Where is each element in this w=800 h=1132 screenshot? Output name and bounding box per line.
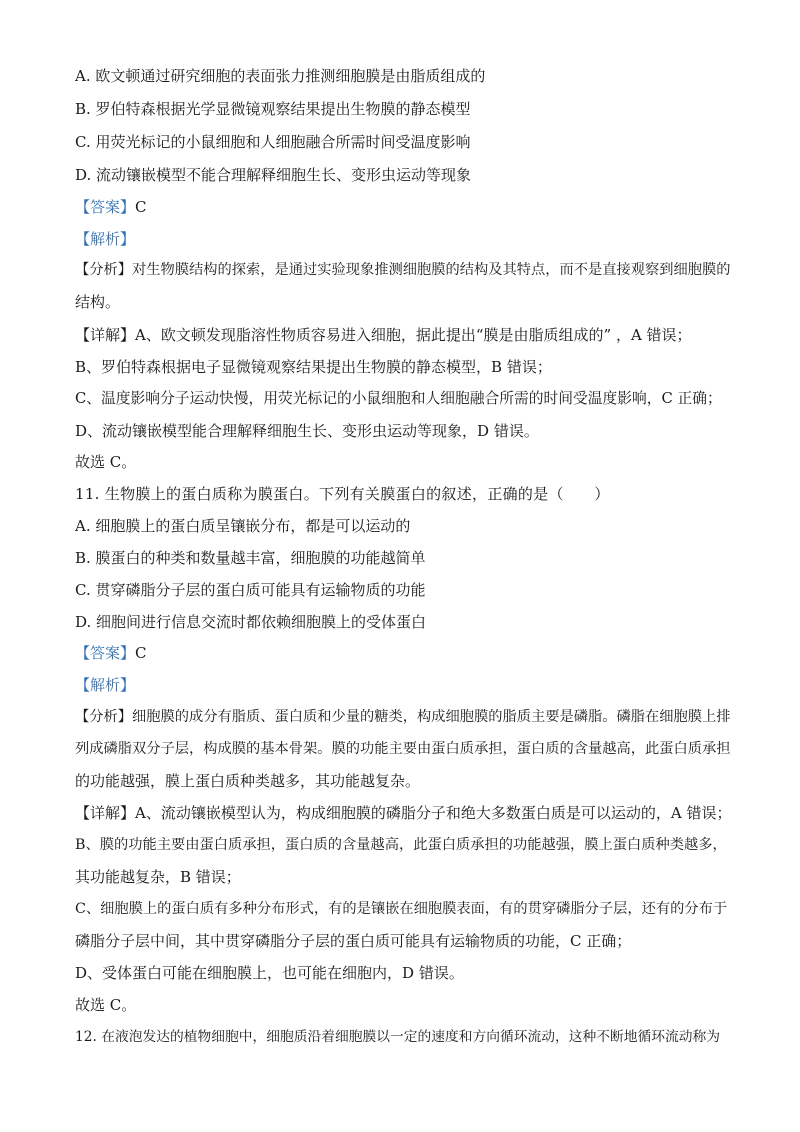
- q10-analysis-heading: [75, 229, 730, 249]
- answer-tag: 【答案】: [75, 644, 136, 662]
- q10-option-c: C. 用荧光标记的小鼠细胞和人细胞融合所需时间受温度影响: [75, 133, 471, 151]
- q11-option-d: D. 细胞间进行信息交流时都依赖细胞膜上的受体蛋白: [75, 613, 427, 631]
- q11-detail-c-line2: 磷脂分子层中间，其中贯穿磷脂分子层的蛋白质可能具有运输物质的功能，C 正确；: [75, 932, 632, 950]
- q12-stem: 12. 在液泡发达的植物细胞中，细胞质沿着细胞膜以一定的速度和方向循环流动，这种不断地循环流动称为: [75, 1029, 720, 1045]
- q11-detail-c-line1: C、细胞膜上的蛋白质有多种分布形式，有的是镶嵌在细胞膜表面，有的贯穿磷脂分子层，还有的分布于: [75, 901, 728, 917]
- analysis-tag: 【解析】: [75, 230, 136, 248]
- q10-option-b: B. 罗伯特森根据光学显微镜观察结果提出生物膜的静态模型: [75, 100, 471, 118]
- q11-detail-b-line2: 其功能越复杂，B 错误；: [75, 868, 241, 886]
- fenxi-text: 细胞膜的成分有脂质、蛋白质和少量的糖类，构成细胞膜的脂质主要是磷脂。磷脂在细胞膜上排: [132, 709, 731, 725]
- q10-option-d: D. 流动镶嵌模型不能合理解释细胞生长、变形虫运动等现象: [75, 166, 472, 184]
- fenxi-text: 对生物膜结构的探索，是通过实验现象推测细胞膜的结构及其特点，而不是直接观察到细胞膜的: [132, 262, 731, 278]
- q11-conclusion: 故选 C。: [75, 996, 137, 1014]
- answer-value: C: [135, 644, 147, 662]
- q10-fenxi-line1: [75, 260, 730, 280]
- answer-value: C: [135, 198, 147, 216]
- q10-conclusion: 故选 C。: [75, 453, 137, 471]
- q11-detail-d: D、受体蛋白可能在细胞膜上，也可能在细胞内，D 错误。: [75, 964, 464, 982]
- q11-analysis-heading: [75, 675, 730, 695]
- answer-tag: 【答案】: [75, 198, 136, 216]
- q11-option-b: B. 膜蛋白的种类和数量越丰富，细胞膜的功能越简单: [75, 549, 426, 567]
- q11-xiangjie-line1: [75, 803, 730, 823]
- q10-detail-d: D、流动镶嵌模型能合理解释细胞生长、变形虫运动等现象，D 错误。: [75, 422, 539, 440]
- q11-fenxi-line2: 列成磷脂双分子层，构成膜的基本骨架。膜的功能主要由蛋白质承担，蛋白质的含量越高，此蛋白质承担: [75, 741, 731, 757]
- q11-detail-b-line1: B、膜的功能主要由蛋白质承担，蛋白质的含量越高，此蛋白质承担的功能越强，膜上蛋白质种类越多，: [75, 837, 727, 853]
- q11-stem: 11. 生物膜上的蛋白质称为膜蛋白。下列有关膜蛋白的叙述，正确的是（ ）: [75, 485, 610, 503]
- analysis-tag: 【解析】: [75, 676, 136, 694]
- fenxi-tag: 【分析】: [75, 709, 133, 725]
- fenxi-tag: 【分析】: [75, 262, 133, 278]
- q10-option-a: A. 欧文顿通过研究细胞的表面张力推测细胞膜是由脂质组成的: [75, 67, 486, 85]
- q11-option-c: C. 贯穿磷脂分子层的蛋白质可能具有运输物质的功能: [75, 581, 426, 599]
- q11-option-a: A. 细胞膜上的蛋白质呈镶嵌分布，都是可以运动的: [75, 517, 411, 535]
- q10-xiangjie-line1: [75, 325, 730, 345]
- q10-detail-b: B、罗伯特森根据电子显微镜观察结果提出生物膜的静态模型，B 错误；: [75, 358, 552, 376]
- xiangjie-text: A、流动镶嵌模型认为，构成细胞膜的磷脂分子和绝大多数蛋白质是可以运动的，A 错误；: [135, 804, 732, 822]
- xiangjie-tag: 【详解】: [75, 326, 136, 344]
- q11-answer: [75, 643, 730, 663]
- q10-detail-c: C、温度影响分子运动快慢，用荧光标记的小鼠细胞和人细胞融合所需的时间受温度影响，C 正确；: [75, 390, 722, 407]
- q10-answer: [75, 197, 730, 217]
- q10-fenxi-line2: 结构。: [75, 293, 121, 311]
- xiangjie-text: A、欧文顿发现脂溶性物质容易进入细胞，据此提出“膜是由脂质组成的” ，A 错误；: [135, 326, 692, 344]
- q11-fenxi-line1: [75, 707, 730, 727]
- q11-fenxi-line3: 的功能越强，膜上蛋白质种类越多，其功能越复杂。: [75, 772, 421, 790]
- xiangjie-tag: 【详解】: [75, 804, 136, 822]
